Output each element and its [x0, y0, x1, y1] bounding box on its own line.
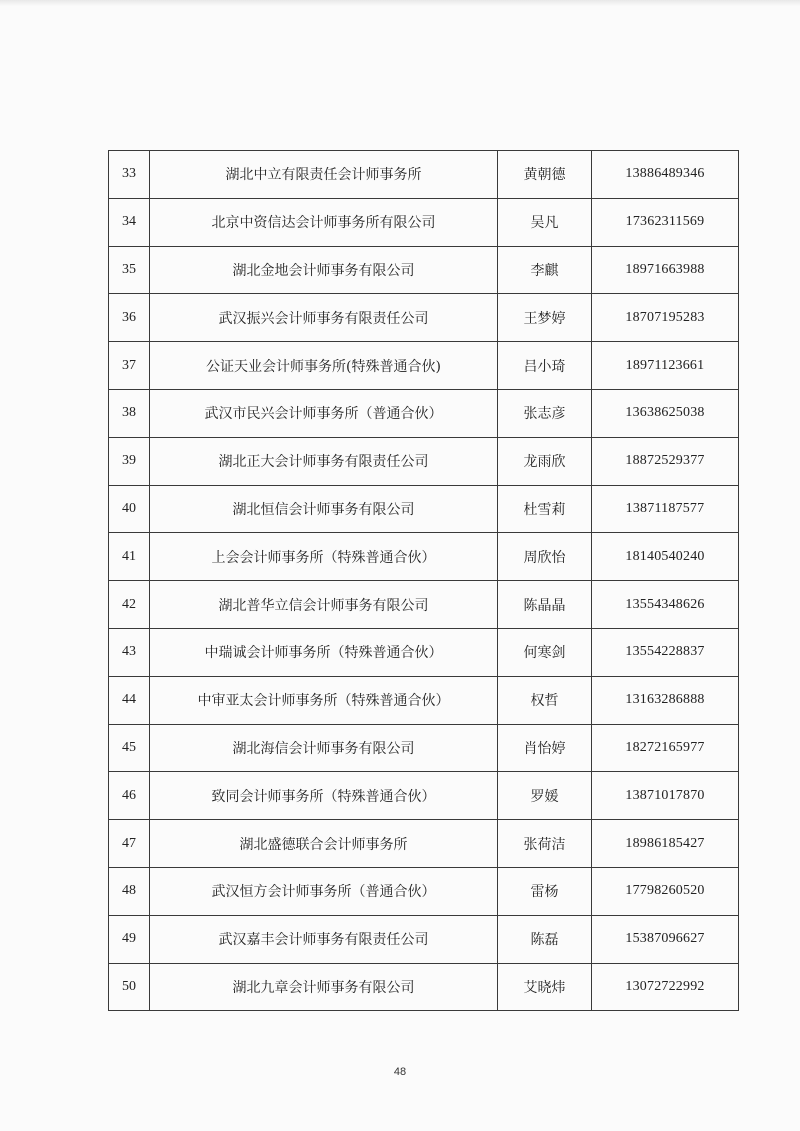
- table-row: [109, 151, 739, 199]
- table-row: [109, 820, 739, 868]
- table-row: [109, 628, 739, 676]
- phone-number-cell: 13871017870: [592, 772, 739, 820]
- table-row: [109, 437, 739, 485]
- table-row: [109, 533, 739, 581]
- contact-person-cell: 张荷洁: [498, 820, 592, 868]
- firm-name-cell: 上会会计师事务所（特殊普通合伙）: [150, 533, 498, 581]
- contact-person-cell: 杜雪莉: [498, 485, 592, 533]
- contact-person-cell: 张志彦: [498, 389, 592, 437]
- firm-name-cell: 湖北普华立信会计师事务有限公司: [150, 581, 498, 629]
- phone-number-cell: 18986185427: [592, 820, 739, 868]
- firm-name-cell: 中瑞诚会计师事务所（特殊普通合伙）: [150, 628, 498, 676]
- row-number-cell: 34: [109, 198, 150, 246]
- row-number-cell: 42: [109, 581, 150, 629]
- phone-number-cell: 18872529377: [592, 437, 739, 485]
- phone-number-cell: 18707195283: [592, 294, 739, 342]
- phone-number-cell: 13871187577: [592, 485, 739, 533]
- table-row: [109, 963, 739, 1011]
- contact-person-cell: 黄朝德: [498, 151, 592, 199]
- firm-name-cell: 湖北中立有限责任会计师事务所: [150, 151, 498, 199]
- row-number-cell: 37: [109, 342, 150, 390]
- table-body: [109, 151, 739, 1011]
- firm-name-cell: 公证天业会计师事务所(特殊普通合伙): [150, 342, 498, 390]
- phone-number-cell: 17798260520: [592, 867, 739, 915]
- table-row: [109, 581, 739, 629]
- table-row: [109, 198, 739, 246]
- contact-person-cell: 龙雨欣: [498, 437, 592, 485]
- contact-person-cell: 雷杨: [498, 867, 592, 915]
- phone-number-cell: 18272165977: [592, 724, 739, 772]
- firm-name-cell: 湖北九章会计师事务有限公司: [150, 963, 498, 1011]
- firm-name-cell: 武汉嘉丰会计师事务有限责任公司: [150, 915, 498, 963]
- row-number-cell: 39: [109, 437, 150, 485]
- firm-name-cell: 致同会计师事务所（特殊普通合伙）: [150, 772, 498, 820]
- row-number-cell: 46: [109, 772, 150, 820]
- contact-person-cell: 吕小琦: [498, 342, 592, 390]
- contact-person-cell: 何寒剑: [498, 628, 592, 676]
- phone-number-cell: 17362311569: [592, 198, 739, 246]
- phone-number-cell: 18971663988: [592, 246, 739, 294]
- phone-number-cell: 13554348626: [592, 581, 739, 629]
- scan-edge: [0, 0, 800, 6]
- table-row: [109, 915, 739, 963]
- firm-name-cell: 湖北海信会计师事务有限公司: [150, 724, 498, 772]
- table-row: [109, 724, 739, 772]
- firm-name-cell: 中审亚太会计师事务所（特殊普通合伙）: [150, 676, 498, 724]
- table-row: [109, 485, 739, 533]
- phone-number-cell: 13163286888: [592, 676, 739, 724]
- phone-number-cell: 13554228837: [592, 628, 739, 676]
- row-number-cell: 33: [109, 151, 150, 199]
- contact-person-cell: 艾晓炜: [498, 963, 592, 1011]
- contact-person-cell: 罗媛: [498, 772, 592, 820]
- firm-name-cell: 北京中资信达会计师事务所有限公司: [150, 198, 498, 246]
- contact-person-cell: 肖怡婷: [498, 724, 592, 772]
- row-number-cell: 45: [109, 724, 150, 772]
- firm-name-cell: 湖北恒信会计师事务有限公司: [150, 485, 498, 533]
- firm-name-cell: 武汉振兴会计师事务有限责任公司: [150, 294, 498, 342]
- table-row: [109, 867, 739, 915]
- row-number-cell: 48: [109, 867, 150, 915]
- row-number-cell: 47: [109, 820, 150, 868]
- contact-person-cell: 吴凡: [498, 198, 592, 246]
- row-number-cell: 35: [109, 246, 150, 294]
- phone-number-cell: 18140540240: [592, 533, 739, 581]
- row-number-cell: 50: [109, 963, 150, 1011]
- contact-person-cell: 权哲: [498, 676, 592, 724]
- firm-name-cell: 湖北盛德联合会计师事务所: [150, 820, 498, 868]
- phone-number-cell: 13638625038: [592, 389, 739, 437]
- table-row: [109, 294, 739, 342]
- phone-number-cell: 15387096627: [592, 915, 739, 963]
- row-number-cell: 49: [109, 915, 150, 963]
- row-number-cell: 44: [109, 676, 150, 724]
- row-number-cell: 41: [109, 533, 150, 581]
- contact-person-cell: 陈磊: [498, 915, 592, 963]
- firm-name-cell: 湖北金地会计师事务有限公司: [150, 246, 498, 294]
- page-number: 48: [393, 1066, 407, 1078]
- table-row: [109, 342, 739, 390]
- firm-name-cell: 武汉市民兴会计师事务所（普通合伙）: [150, 389, 498, 437]
- contact-person-cell: 陈晶晶: [498, 581, 592, 629]
- firm-name-cell: 武汉恒方会计师事务所（普通合伙）: [150, 867, 498, 915]
- phone-number-cell: 13886489346: [592, 151, 739, 199]
- row-number-cell: 40: [109, 485, 150, 533]
- row-number-cell: 36: [109, 294, 150, 342]
- row-number-cell: 38: [109, 389, 150, 437]
- firm-name-cell: 湖北正大会计师事务有限责任公司: [150, 437, 498, 485]
- table-row: [109, 246, 739, 294]
- contact-person-cell: 李麒: [498, 246, 592, 294]
- table-row: [109, 676, 739, 724]
- phone-number-cell: 18971123661: [592, 342, 739, 390]
- contact-person-cell: 周欣怡: [498, 533, 592, 581]
- table-row: [109, 772, 739, 820]
- phone-number-cell: 13072722992: [592, 963, 739, 1011]
- row-number-cell: 43: [109, 628, 150, 676]
- firm-contact-table: [108, 150, 739, 1011]
- contact-person-cell: 王梦婷: [498, 294, 592, 342]
- table-row: [109, 389, 739, 437]
